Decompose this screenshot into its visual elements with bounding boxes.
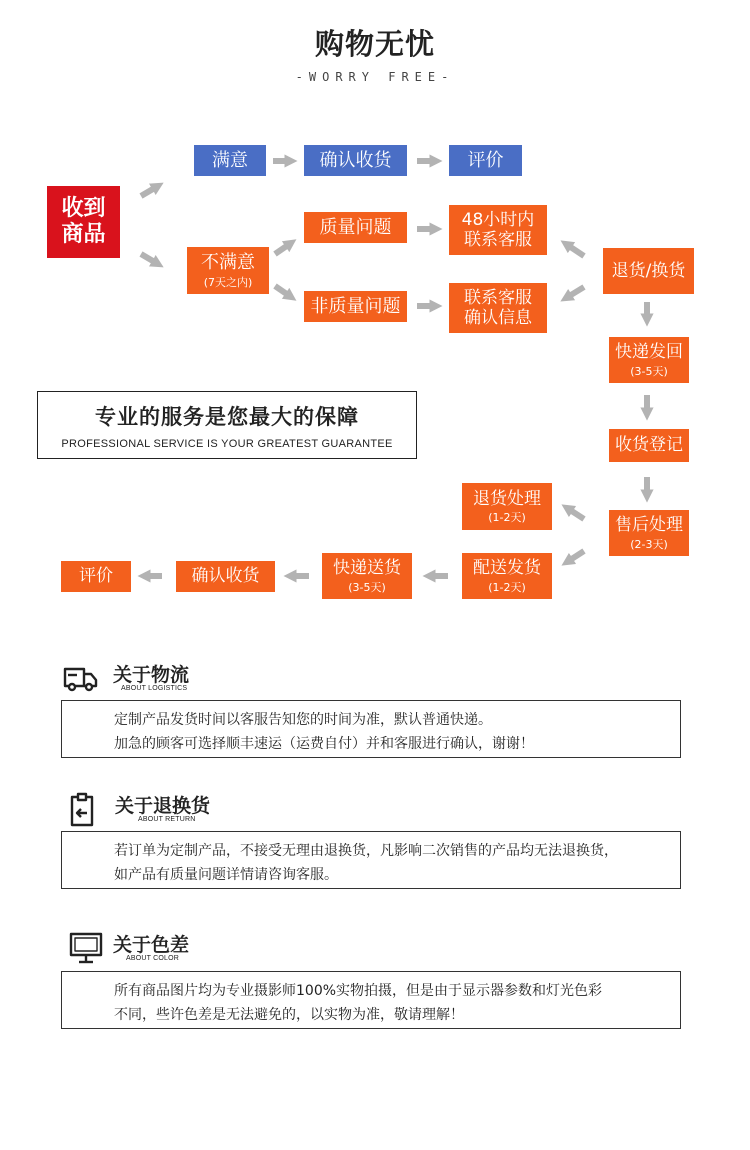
returns-title: 关于退换货: [115, 795, 211, 817]
monitor-icon: [68, 930, 104, 966]
refund-process-label: 退货处理: [473, 488, 541, 509]
color-title: 关于色差: [113, 934, 190, 956]
contact-48h-line1: 48小时内: [461, 209, 535, 230]
color-line2: 不同，些许色差是无法避免的，以实物为准，敬请理解！: [114, 1007, 464, 1023]
express-delivery-note: (3-5天): [348, 580, 386, 594]
logistics-line2: 加急的顾客可选择顺丰速运（运费自付）并和客服进行确认，谢谢！: [114, 736, 534, 752]
color-subtitle: ABOUT COLOR: [126, 955, 180, 962]
express-return-label: 快递发回: [615, 342, 683, 363]
arrow-return-to-contact48: [566, 244, 584, 256]
after-sales-label: 售后处理: [615, 515, 683, 536]
contact-confirm-line2: 确认信息: [464, 308, 532, 328]
guarantee-cn: 专业的服务是您最大的保障: [95, 405, 359, 429]
arrow-to-quality: [275, 243, 291, 254]
received-goods-line1: 收到: [61, 195, 106, 221]
express-return-note: (3-5天): [630, 364, 668, 378]
returns-subtitle: ABOUT RETURN: [138, 816, 196, 823]
page-subtitle: -WORRY FREE-: [295, 70, 455, 84]
refund-process-note: (1-2天): [488, 511, 526, 525]
return-clipboard-icon: [64, 791, 100, 827]
confirm-receipt-bottom-box: 确认收货: [176, 561, 275, 592]
page-title: 购物无忧: [314, 27, 435, 61]
non-quality-issue-box: 非质量问题: [304, 291, 407, 322]
unsatisfied-note: (7天之内): [203, 275, 253, 289]
arrow-aftersales-refund: [567, 508, 584, 519]
satisfied-box: 满意: [194, 145, 266, 176]
arrow-aftersales-dispatch: [567, 551, 584, 562]
returns-line2: 如产品有质量问题详情请咨询客服。: [114, 867, 338, 883]
arrow-return-to-contactconfirm: [566, 287, 584, 298]
logistics-line1: 定制产品发货时间以客服告知您的时间为准，默认普通快递。: [114, 712, 492, 728]
dispatch-label: 配送发货: [473, 558, 541, 579]
express-delivery-label: 快递送货: [333, 558, 401, 579]
dispatch-note: (1-2天): [488, 580, 526, 594]
truck-icon: [62, 660, 98, 696]
contact-48h-line2: 联系客服: [464, 230, 532, 250]
logistics-box: [61, 700, 681, 758]
arrow-to-unsatisfied: [141, 254, 158, 264]
received-goods-line2: 商品: [61, 222, 106, 247]
logistics-subtitle: ABOUT LOGISTICS: [121, 685, 188, 692]
guarantee-banner: [37, 391, 417, 459]
color-line1: 所有商品图片均为专业摄影师100%实物拍摄，但是由于显示器参数和灯光色彩: [114, 983, 603, 999]
return-exchange-box: 退货/换货: [603, 248, 694, 294]
quality-issue-box: 质量问题: [304, 212, 407, 243]
review-bottom-box: 评价: [61, 561, 131, 592]
review-top-box: 评价: [449, 145, 522, 176]
color-box: [61, 971, 681, 1029]
logistics-title: 关于物流: [113, 664, 190, 686]
arrow-to-non-quality: [275, 286, 291, 297]
returns-box: [61, 831, 681, 889]
confirm-receipt-top-box: 确认收货: [304, 145, 407, 176]
contact-confirm-line1: 联系客服: [464, 287, 532, 308]
returns-line1: 若订单为定制产品，不接受无理由退换货，凡影响二次销售的产品均无法退换货，: [114, 843, 618, 859]
after-sales-note: (2-3天): [630, 537, 668, 551]
arrow-to-satisfied: [141, 186, 158, 196]
receipt-register-box: 收货登记: [609, 429, 689, 462]
unsatisfied-label: 不满意: [201, 252, 255, 274]
guarantee-en: PROFESSIONAL SERVICE IS YOUR GREATEST GUARANTEE: [61, 438, 393, 450]
